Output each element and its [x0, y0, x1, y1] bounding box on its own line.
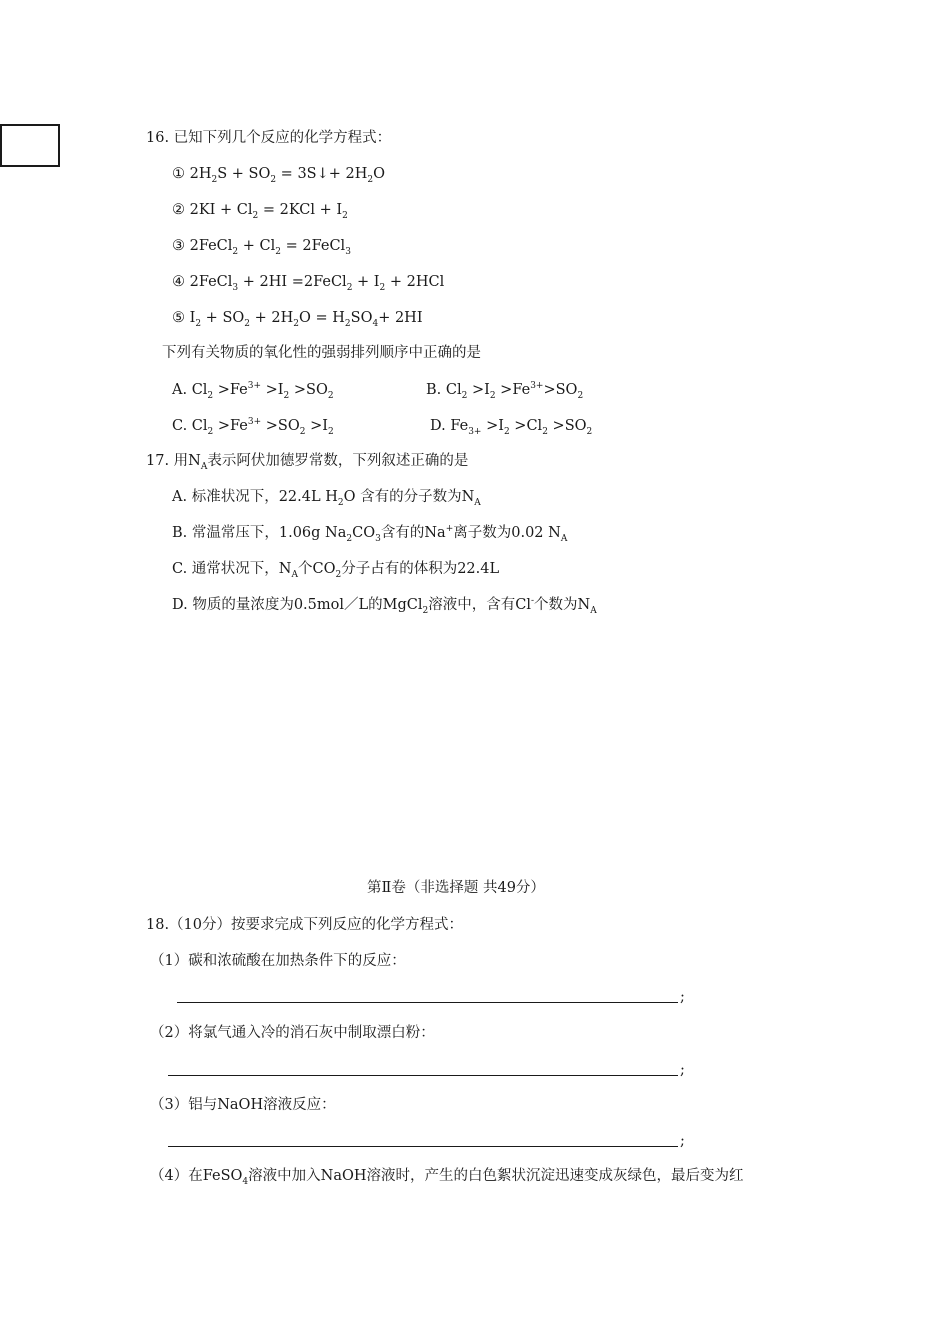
q18-title: 18.（10分）按要求完成下列反应的化学方程式： — [146, 917, 464, 933]
q17-option-b: B. 常温常压下，1.06g $Na_2CO_3$含有的Na+离子数为0.02 $N_A$ — [172, 524, 568, 544]
q16-title: 16. 已知下列几个反应的化学方程式： — [146, 130, 392, 146]
q18-item-4: （4）在FeSO$_4$溶液中加入NaOH溶液时，产生的白色絮状沉淀迅速变成灰绿色，最后变为红 — [150, 1168, 744, 1187]
score-box — [0, 124, 60, 167]
q18-item-1: （1）碳和浓硫酸在加热条件下的反应： — [150, 953, 406, 969]
q17-title: 17. 用$N_A$表示阿伏加德罗常数，下列叙述正确的是 — [146, 453, 469, 472]
q16-option-a: A. $Cl_2 >Fe^{3+} >I_2 >SO_2$ — [172, 381, 334, 401]
q18-item-2: （2）将氯气通入冷的消石灰中制取漂白粉： — [150, 1025, 435, 1041]
answer-blank-2-semicolon: ; — [680, 1062, 685, 1078]
q16-reaction-5: ⑤ $I_2 + SO_2 + 2H_2O = H_2SO_4+ 2HI$ — [172, 310, 423, 329]
q16-reaction-2: ② $2KI + Cl_2 = 2KCl + I_2$ — [172, 202, 348, 221]
answer-blank-1[interactable] — [177, 1002, 678, 1003]
q16-option-b: B. $Cl_2 >I_2 >Fe^{3+}>SO_2$ — [426, 381, 584, 401]
q17-option-c: C. 通常状况下，$N_A$个$CO_2$分子占有的体积为22.4L — [172, 561, 500, 580]
q17-option-d: D. 物质的量浓度为0.5mol／L的MgCl$_2$溶液中，含有Cl-个数为$N_A$ — [172, 596, 597, 616]
q16-reaction-1: ① $2H_2S + SO_2$ = 3S↓+ $2H_2O$ — [172, 166, 386, 185]
q16-reaction-4: ④ 2FeCl$_3$ + 2HI =2FeCl$_2$ + $I_2 + 2HCl$ — [172, 274, 445, 293]
answer-blank-3-semicolon: ; — [680, 1133, 685, 1149]
section-2-title: 第Ⅱ卷（非选择题 共49分） — [367, 880, 545, 896]
q18-item-3: （3）铝与NaOH溶液反应： — [150, 1097, 336, 1113]
q16-reaction-3: ③ 2FeCl$_2$ + $Cl_2$ = 2FeCl$_3$ — [172, 238, 351, 257]
answer-blank-2[interactable] — [168, 1075, 678, 1076]
q16-option-c: C. $Cl_2 >Fe^{3+} >SO_2 >I_2$ — [172, 417, 334, 437]
q17-option-a: A. 标准状况下，22.4L $H_2O$ 含有的分子数为$N_A$ — [172, 489, 481, 508]
q16-option-d: D. $Fe_{3+} >I_2 >Cl_2 >SO_2$ — [430, 418, 593, 437]
answer-blank-3[interactable] — [168, 1146, 678, 1147]
q16-stem: 下列有关物质的氧化性的强弱排列顺序中正确的是 — [162, 345, 481, 361]
answer-blank-1-semicolon: ; — [680, 989, 685, 1005]
